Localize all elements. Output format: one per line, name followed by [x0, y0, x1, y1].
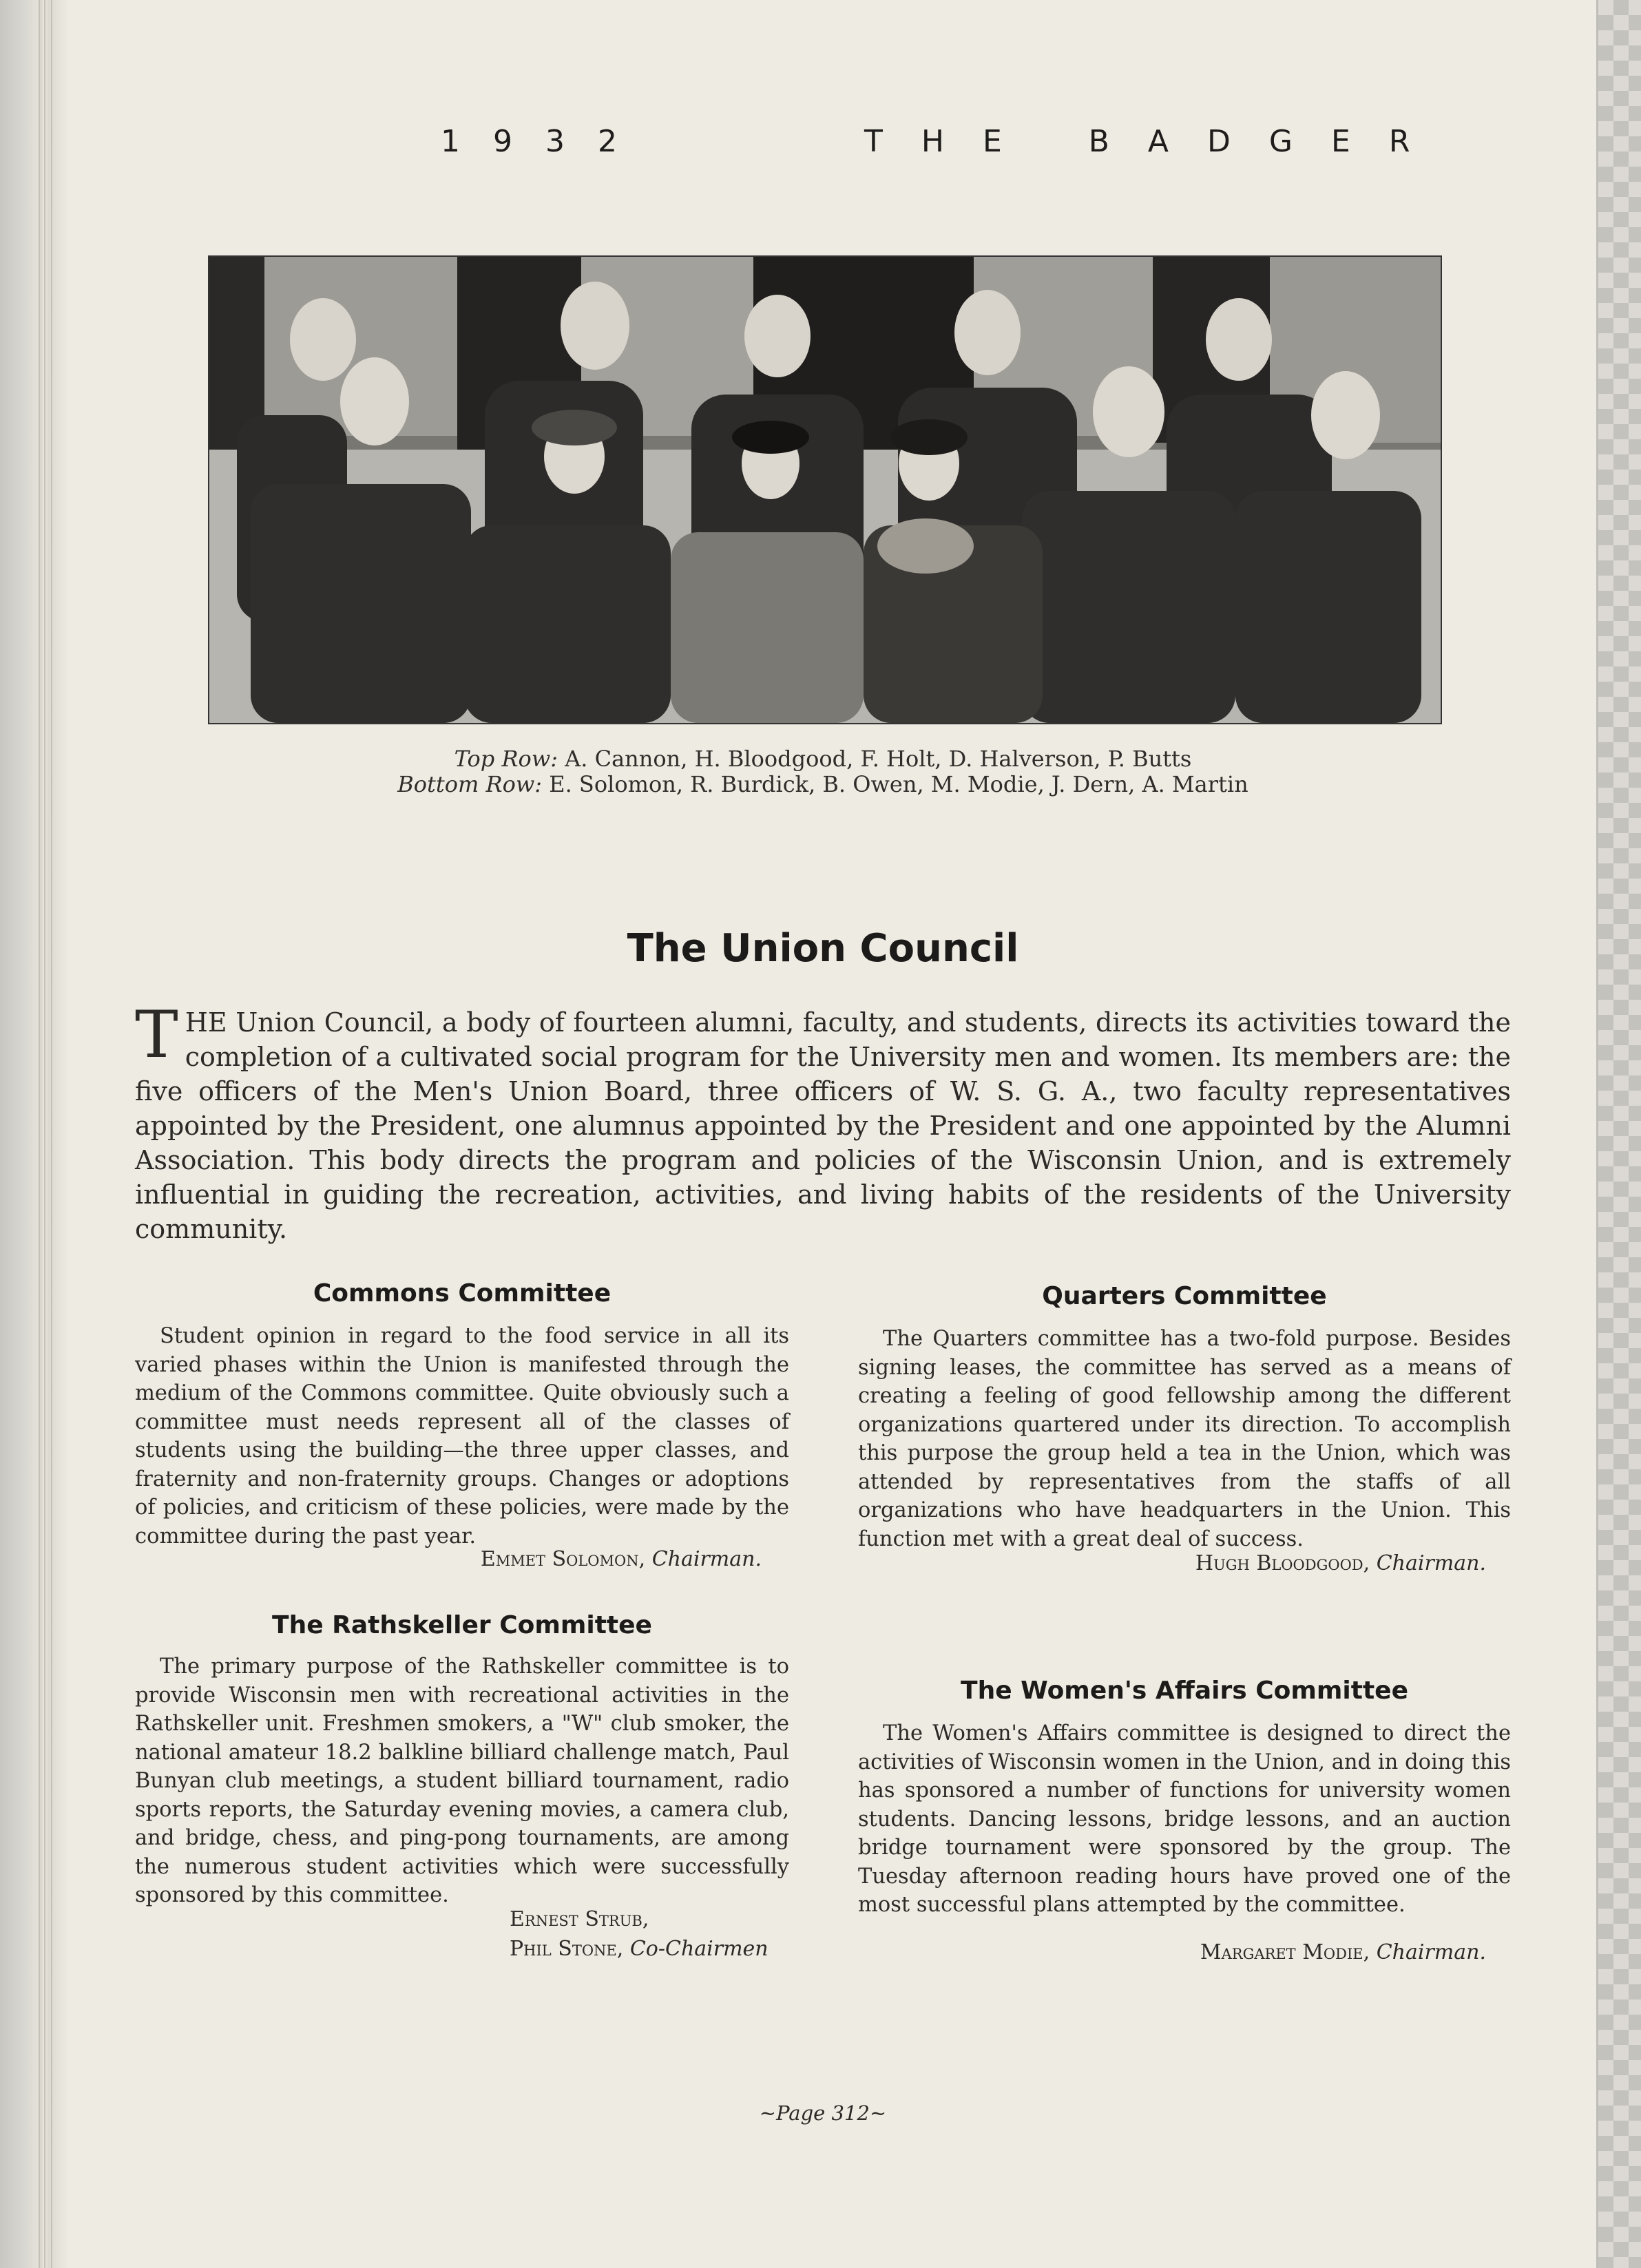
quarters-chair-role: Chairman. — [1376, 1551, 1486, 1575]
womens-affairs-signature — [858, 1940, 1486, 1964]
commons-title: Commons Committee — [313, 1279, 612, 1308]
caption-top-names: A. Cannon, H. Bloodgood, F. Holt, D. Halverson, P. Butts — [565, 746, 1192, 772]
rathskeller-signature — [510, 1907, 789, 1961]
caption-top-label: Top Row: — [454, 746, 558, 772]
womens-affairs-chair-name: Margaret Modie, — [1200, 1940, 1370, 1964]
caption-bottom-row — [207, 771, 1439, 797]
commons-chair-role: Chairman. — [651, 1547, 762, 1571]
commons-signature — [135, 1547, 762, 1571]
intro-paragraph — [135, 998, 1511, 1246]
quarters-body: The Quarters committee has a two-fold purpose. Besides signing leases, the committee has served as a means of creating a feeling of good fellowship among the different organizations quartered under its direction. To accomplish this purpose the group held a tea in the Union, which was attended by representatives from the staffs of all organizations who have headquarters in the Union. This function met with a great deal of success. — [858, 1327, 1511, 1551]
womens-affairs-title: The Women's Affairs Committee — [961, 1677, 1408, 1705]
rathskeller-chair-name-1: Ernest Strub, — [510, 1907, 649, 1931]
drop-cap: T — [135, 998, 178, 1073]
running-head-year: 1932 — [441, 124, 650, 159]
womens-affairs-chair-role: Chairman. — [1376, 1940, 1486, 1964]
caption-top-row — [207, 746, 1439, 772]
rathskeller-body: The primary purpose of the Rathskeller committee is to provide Wisconsin men with recreational activities in the Rathskeller unit. Freshmen smokers, a "W" club smoker, the national amateur 18.2 balkline billiard challenge match, Paul Bunyan club meetings, a student billiard tournament, radio sports reports, the Saturday evening movies, a camera club, and bridge, chess, and ping-pong tournaments, are among the numerous student activities which were successfully sponsored by this committee. — [135, 1655, 789, 1907]
rathskeller-chair-role: Co-Chairmen — [629, 1937, 769, 1961]
quarters-chair-name: Hugh Bloodgood, — [1195, 1551, 1370, 1575]
page-title: The Union Council — [627, 926, 1019, 971]
commons-chair-name: Emmet Solomon, — [480, 1547, 646, 1571]
intro-text: HE Union Council, a body of fourteen alumni, faculty, and students, directs its activities toward the completion of a cultivated social program for the University men and women. Its members are: the five officers of the Men's Union Board, three officers of W. S. G. A., two faculty representatives appointed by the President, one alumnus appointed by the President and one appointed by the Alumni Association. This body directs the program and policies of the Wisconsin Union, and is extremely influential in guiding the recreation, activities, and living habits of the residents of the University community. — [135, 1007, 1511, 1244]
running-head-title: THE BADGER — [864, 124, 1449, 159]
rathskeller-title: The Rathskeller Committee — [272, 1611, 652, 1639]
page-number: ~Page 312~ — [759, 2101, 887, 2125]
womens-affairs-body: The Women's Affairs committee is designed to direct the activities of Wisconsin women in the Union, and in doing this has sponsored a number of functions for university women students. Dancing lessons, bridge lessons, and an auction bridge tournament were sponsored by the group. The Tuesday afternoon reading hours have proved one of the most successful plans attempted by the committee. — [858, 1721, 1511, 1917]
commons-body: Student opinion in regard to the food service in all its varied phases within the Union is manifested through the medium of the Commons committee. Quite obviously such a committee must needs represent all of the classes of students using the building—the three upper classes, and fraternity and non-fraternity groups. Changes or adoptions of policies, and criticism of these policies, were made by the committee during the past year. — [135, 1324, 789, 1548]
running-head — [441, 124, 1515, 172]
caption-bottom-names: E. Solomon, R. Burdick, B. Owen, M. Modie, J. Dern, A. Martin — [549, 771, 1248, 797]
decorative-border — [1596, 0, 1641, 2268]
group-photo — [208, 255, 1442, 724]
caption-bottom-label: Bottom Row: — [397, 771, 543, 797]
page-binding-edge — [0, 0, 69, 2268]
rathskeller-chair-name-2: Phil Stone, — [510, 1937, 624, 1961]
quarters-signature — [858, 1551, 1486, 1575]
quarters-title: Quarters Committee — [1042, 1282, 1327, 1310]
